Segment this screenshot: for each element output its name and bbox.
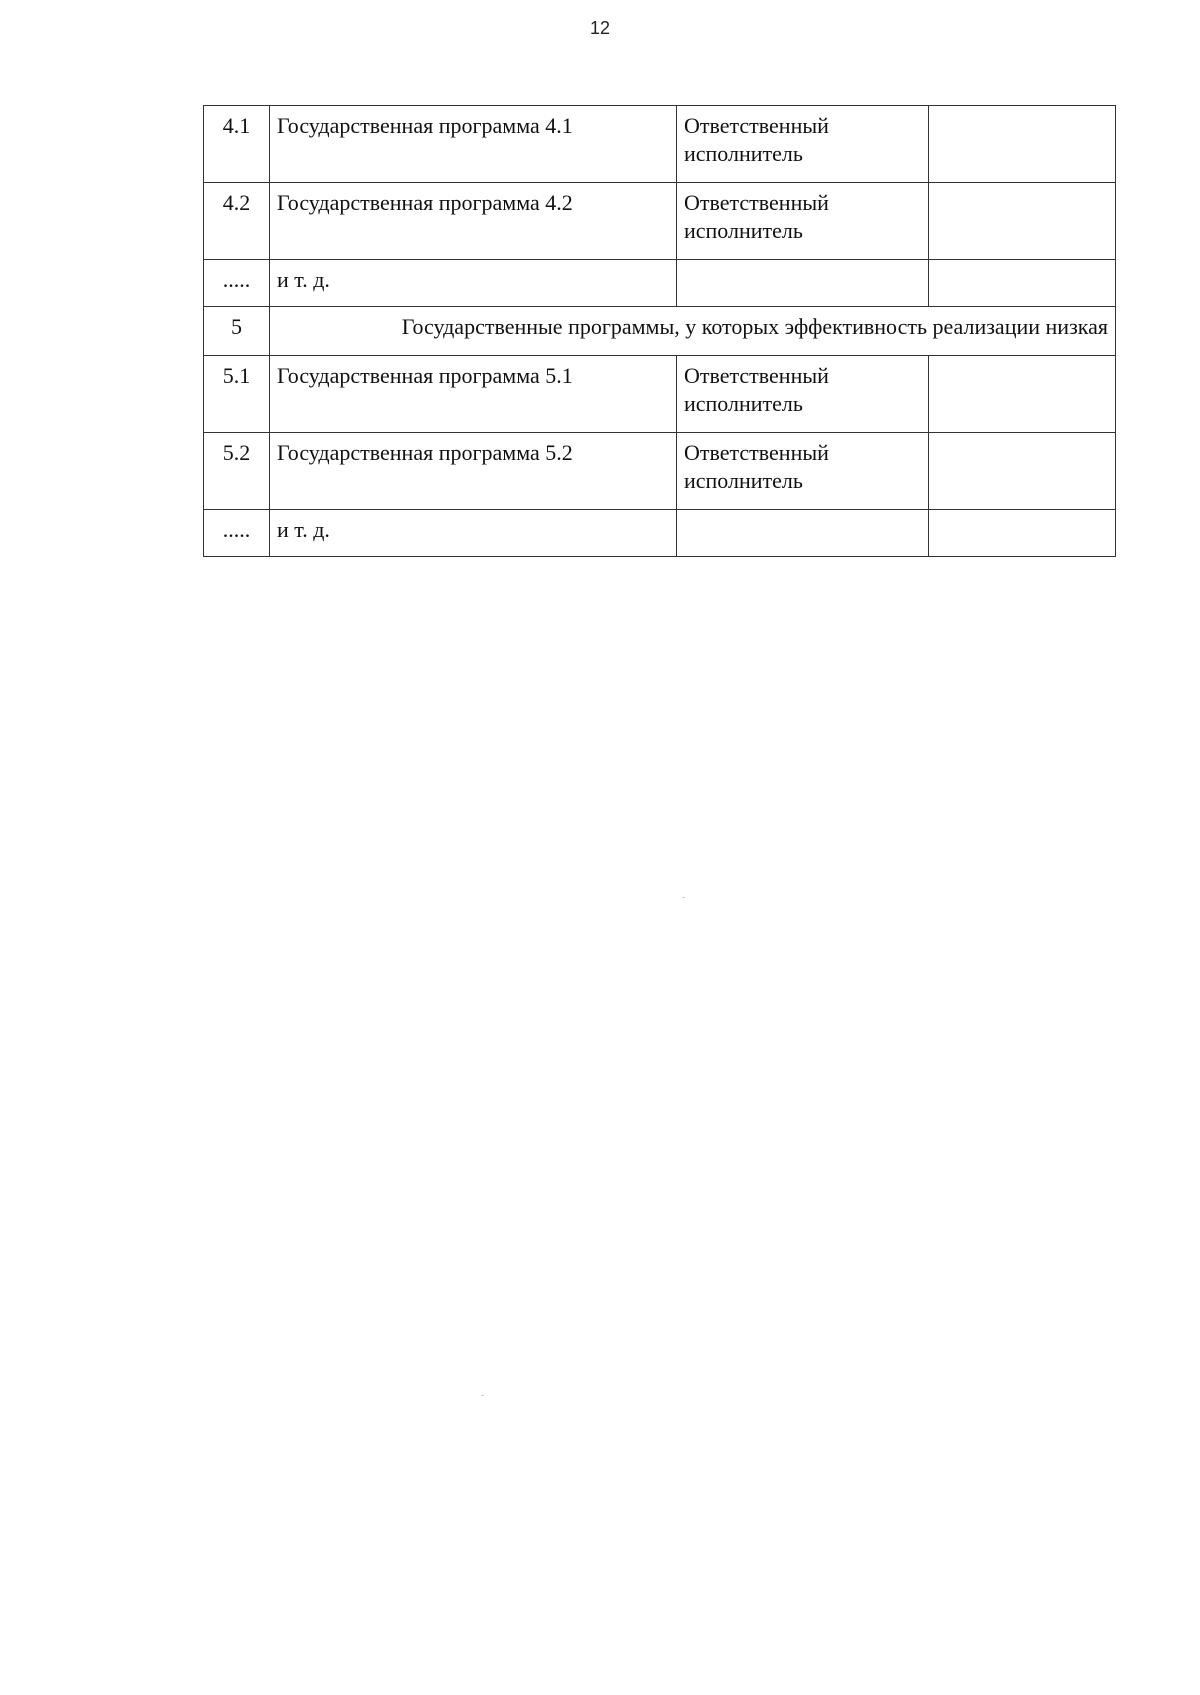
responsible-line-2: исполнитель: [684, 141, 803, 166]
row-number: 4.2: [204, 183, 270, 260]
program-name: Государственная программа 4.2: [270, 183, 677, 260]
responsible-line-1: Ответственный: [684, 113, 829, 138]
responsible-line-1: Ответственный: [684, 190, 829, 215]
table-row: [204, 433, 1116, 510]
responsible-cell: [677, 260, 929, 307]
section-row: [204, 307, 1116, 356]
row-number: 5.2: [204, 433, 270, 510]
responsible-line-2: исполнитель: [684, 391, 803, 416]
program-name: Государственная программа 5.1: [270, 356, 677, 433]
programs-table: [203, 105, 1116, 557]
page-number: 12: [589, 18, 611, 38]
extra-cell: [929, 183, 1116, 260]
scan-speck: [682, 897, 685, 898]
table-row: [204, 510, 1116, 557]
responsible-line-2: исполнитель: [684, 218, 803, 243]
row-number: .....: [204, 510, 270, 557]
extra-cell: [929, 433, 1116, 510]
extra-cell: [929, 356, 1116, 433]
table-row: [204, 106, 1116, 183]
program-name: и т. д.: [270, 260, 677, 307]
row-number: 5.1: [204, 356, 270, 433]
program-name: Государственная программа 4.1: [270, 106, 677, 183]
responsible-cell: [677, 433, 929, 510]
responsible-cell: [677, 356, 929, 433]
responsible-line-2: исполнитель: [684, 468, 803, 493]
responsible-line-1: Ответственный: [684, 440, 829, 465]
program-name: и т. д.: [270, 510, 677, 557]
scan-speck: [481, 1395, 484, 1396]
section-title: Государственные программы, у которых эффективность реализации низкая: [270, 307, 1116, 356]
table-row: [204, 183, 1116, 260]
extra-cell: [929, 510, 1116, 557]
extra-cell: [929, 106, 1116, 183]
responsible-cell: [677, 510, 929, 557]
program-name: Государственная программа 5.2: [270, 433, 677, 510]
responsible-cell: [677, 106, 929, 183]
section-number: 5: [204, 307, 270, 356]
table-row: [204, 356, 1116, 433]
responsible-line-1: Ответственный: [684, 363, 829, 388]
table-row: [204, 260, 1116, 307]
row-number: .....: [204, 260, 270, 307]
extra-cell: [929, 260, 1116, 307]
responsible-cell: [677, 183, 929, 260]
row-number: 4.1: [204, 106, 270, 183]
